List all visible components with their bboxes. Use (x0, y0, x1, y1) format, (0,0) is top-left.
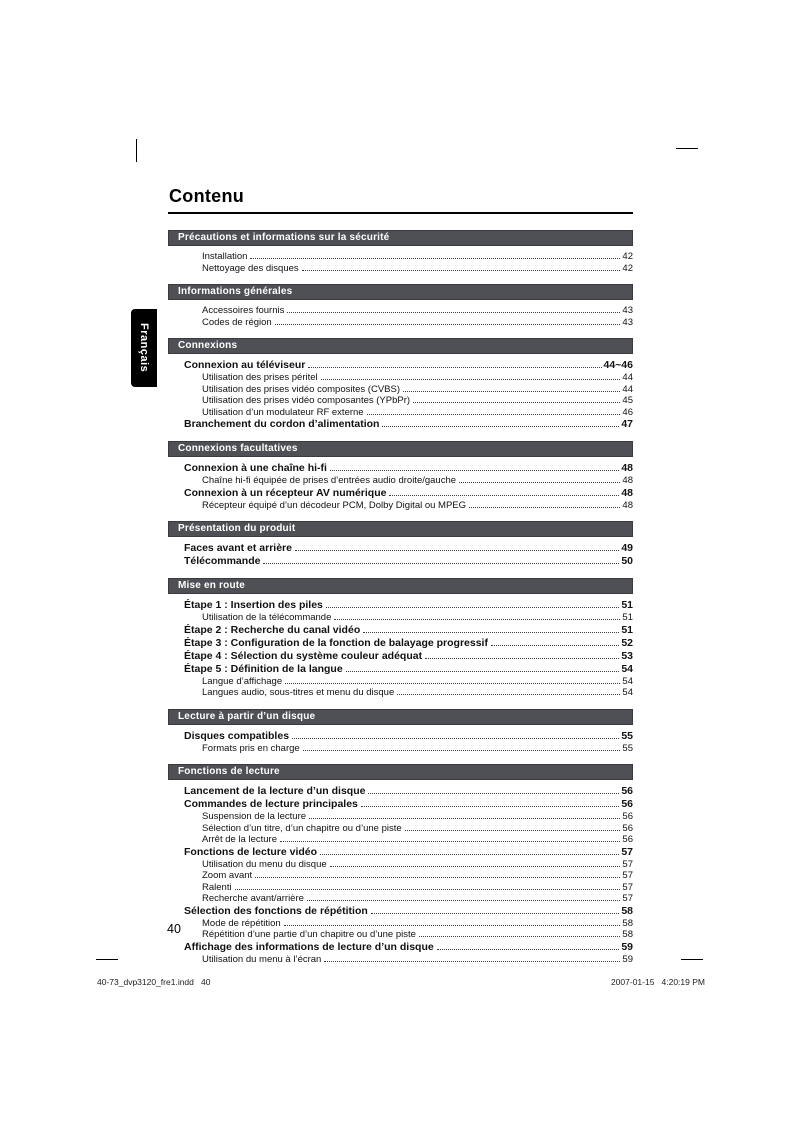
toc-entry-label: Connexion au téléviseur (184, 359, 306, 371)
toc-entry-page: 45 (622, 395, 633, 406)
toc-entry (168, 487, 633, 500)
dot-leader (405, 830, 621, 831)
toc-entry (168, 823, 633, 835)
dot-leader (275, 324, 621, 325)
crop-mark-top-left (136, 139, 137, 162)
dot-leader (367, 414, 621, 415)
toc-entry (168, 624, 633, 637)
dot-leader (250, 258, 620, 259)
toc-entry-label: Mode de répétition (202, 917, 281, 929)
toc-entry-label: Étape 4 : Sélection du système couleur adéquat (184, 649, 423, 662)
toc-entry-page: 56 (622, 822, 633, 834)
dot-leader (334, 619, 620, 620)
toc-entry (168, 663, 633, 676)
toc-entry-label: Langues audio, sous-titres et menu du disque (202, 687, 395, 698)
toc-entry-label: Recherche avant/arrière (202, 893, 304, 904)
toc-entry (168, 395, 633, 407)
dot-leader (382, 426, 619, 427)
section-header (168, 578, 633, 594)
toc-entry (168, 785, 633, 798)
toc-entry (168, 941, 633, 954)
dot-leader (469, 507, 620, 508)
toc-entry (168, 834, 633, 846)
dot-leader (292, 738, 619, 739)
dot-leader (307, 900, 621, 901)
dot-leader (397, 694, 620, 695)
toc-entry-page: 55 (622, 742, 633, 754)
toc-entry-page: 54 (622, 675, 633, 687)
toc-entry-page: 56 (621, 798, 633, 810)
toc-entry (168, 954, 633, 966)
toc-entry-label: Étape 3 : Configuration de la fonction de balayage progressif (184, 636, 488, 649)
toc-entry-label: Connexion à un récepteur AV numérique (184, 486, 387, 499)
dot-leader (280, 841, 620, 842)
section-header-label: Précautions et informations sur la sécurité (178, 232, 390, 243)
dot-leader (491, 645, 619, 646)
toc-entry (168, 251, 633, 263)
toc-entry-label: Utilisation d’un modulateur RF externe (202, 406, 364, 418)
toc-entry-page: 48 (622, 499, 633, 511)
toc-entry-page: 54 (621, 662, 633, 675)
toc-entry (168, 418, 633, 431)
page-title: Contenu (168, 186, 633, 214)
language-tab-label: Français (138, 323, 150, 373)
toc-entry-label: Sélection d’un titre, d’un chapitre ou d’une piste (202, 822, 402, 834)
toc-entry-page: 57 (622, 870, 633, 881)
toc-entry (168, 359, 633, 372)
section-header-label: Connexions (178, 340, 238, 351)
toc-entry-page: 49 (621, 542, 633, 554)
crop-mark-top-right (676, 148, 698, 149)
toc-entry-label: Chaîne hi-fi équipée de prises d’entrées audio droite/gauche (202, 475, 457, 486)
toc-entry (168, 650, 633, 663)
dot-leader (459, 482, 620, 483)
toc-entry (168, 929, 633, 941)
toc-entry (168, 905, 633, 918)
toc-entry (168, 846, 633, 859)
toc-entry (168, 555, 633, 568)
dot-leader (295, 550, 619, 551)
page-number: 40 (167, 922, 181, 936)
toc-entry (168, 500, 633, 512)
toc-entry-page: 53 (621, 649, 633, 662)
toc-entry-page: 54 (622, 687, 633, 698)
section-header-label: Informations générales (178, 286, 293, 297)
toc-entry-page: 44~46 (603, 359, 633, 371)
footer-timestamp: 2007-01-15 4:20:19 PM (610, 977, 705, 987)
toc-entry-label: Lancement de la lecture d’un disque (184, 785, 366, 797)
content-column (168, 186, 633, 965)
section-header-label: Fonctions de lecture (178, 766, 280, 777)
dot-leader (255, 877, 620, 878)
toc-entry-page: 51 (621, 623, 633, 636)
toc-entry-page: 44 (622, 372, 633, 383)
toc-entry (168, 317, 633, 329)
toc-entry (168, 870, 633, 882)
toc-entry-page: 58 (622, 929, 633, 940)
section-header (168, 441, 633, 457)
toc-entry-label: Ralenti (202, 881, 232, 893)
toc-entry-page: 57 (622, 881, 633, 893)
toc-entry (168, 743, 633, 755)
section-header (168, 709, 633, 725)
toc-entry-page: 42 (622, 251, 633, 262)
toc-entry-label: Nettoyage des disques (202, 262, 299, 274)
dot-leader (302, 270, 621, 271)
toc-entry-label: Langue d’affichage (202, 675, 283, 687)
toc-entry (168, 599, 633, 612)
toc-entry-page: 46 (622, 406, 633, 418)
dot-leader (389, 495, 619, 496)
toc-entry-label: Zoom avant (202, 870, 253, 881)
toc-entry-label: Branchement du cordon d’alimentation (184, 418, 380, 430)
toc-entry-page: 48 (622, 475, 633, 486)
toc-entry-label: Formats pris en charge (202, 742, 300, 754)
toc-entry-label: Suspension de la lecture (202, 811, 307, 822)
toc-entry-page: 56 (622, 834, 633, 845)
dot-leader (285, 683, 620, 684)
section-header (168, 338, 633, 354)
toc-entry (168, 305, 633, 317)
dot-leader (320, 854, 619, 855)
dot-leader (308, 367, 601, 368)
toc-entry-label: Faces avant et arrière (184, 542, 292, 554)
toc-entry-page: 58 (622, 917, 633, 929)
dot-leader (368, 793, 619, 794)
toc-entry-label: Utilisation des prises vidéo composantes (YPbPr) (202, 395, 411, 406)
toc-entry-label: Télécommande (184, 555, 261, 567)
toc-entry (168, 882, 633, 894)
toc-entry-page: 56 (622, 811, 633, 822)
toc-entry (168, 918, 633, 930)
toc-entry-page: 43 (622, 316, 633, 328)
toc-entry-label: Récepteur équipé d’un décodeur PCM, Dolby Digital ou MPEG (202, 499, 467, 511)
dot-leader (346, 671, 620, 672)
toc (168, 230, 633, 965)
toc-entry-page: 57 (622, 893, 633, 904)
toc-entry (168, 407, 633, 419)
toc-entry-label: Utilisation des prises vidéo composites (CVBS) (202, 383, 400, 395)
toc-entry-page: 52 (621, 636, 633, 649)
dot-leader (235, 889, 621, 890)
toc-entry (168, 612, 633, 624)
dot-leader (303, 750, 621, 751)
dot-leader (425, 658, 619, 659)
dot-leader (330, 470, 619, 471)
toc-entry (168, 730, 633, 743)
toc-entry-label: Utilisation des prises péritel (202, 372, 318, 383)
footer-file-slug: 40-73_dvp3120_fre1.indd 40 (97, 977, 211, 987)
dot-leader (361, 806, 619, 807)
toc-entry (168, 542, 633, 555)
section-header-label: Lecture à partir d’un disque (178, 710, 316, 722)
toc-entry-label: Connexion à une chaîne hi-fi (184, 462, 327, 474)
toc-entry (168, 687, 633, 699)
toc-entry-label: Étape 5 : Définition de la langue (184, 662, 343, 675)
toc-entry-page: 58 (621, 904, 633, 917)
toc-entry (168, 637, 633, 650)
dot-leader (437, 949, 620, 950)
toc-entry (168, 263, 633, 275)
toc-entry-label: Codes de région (202, 316, 272, 328)
toc-entry-page: 44 (622, 383, 633, 395)
toc-entry-label: Étape 1 : Insertion des piles (184, 599, 323, 611)
toc-entry-label: Utilisation de la télécommande (202, 612, 332, 623)
toc-entry-page: 57 (622, 858, 633, 870)
toc-entry-page: 51 (622, 612, 633, 623)
toc-entry-label: Sélection des fonctions de répétition (184, 904, 368, 917)
crop-mark-bottom-left (96, 959, 118, 960)
dot-leader (371, 913, 620, 914)
toc-entry-label: Disques compatibles (184, 729, 290, 742)
toc-entry (168, 811, 633, 823)
toc-entry-page: 57 (621, 845, 633, 858)
toc-entry-page: 55 (621, 729, 633, 742)
toc-entry-page: 51 (621, 599, 633, 611)
toc-entry-label: Utilisation du menu à l’écran (202, 953, 322, 965)
dot-leader (324, 961, 620, 962)
toc-entry (168, 798, 633, 811)
dot-leader (413, 402, 620, 403)
dot-leader (419, 936, 621, 937)
toc-entry-page: 48 (621, 462, 633, 474)
section-header-label: Mise en route (178, 580, 246, 591)
toc-entry-label: Installation (202, 251, 248, 262)
dot-leader (403, 391, 620, 392)
toc-entry-page: 48 (621, 486, 633, 499)
toc-entry-page: 50 (621, 555, 633, 567)
toc-entry-page: 56 (621, 785, 633, 797)
toc-entry (168, 462, 633, 475)
section-header-label: Présentation du produit (178, 523, 296, 534)
dot-leader (321, 379, 621, 380)
toc-entry (168, 893, 633, 905)
toc-entry (168, 384, 633, 396)
toc-entry-label: Affichage des informations de lecture d’un disque (184, 940, 434, 953)
toc-entry (168, 372, 633, 384)
dot-leader (284, 925, 621, 926)
section-header (168, 230, 633, 246)
toc-entry-label: Répétition d’une partie d’un chapitre ou d’une piste (202, 929, 416, 940)
toc-entry-label: Étape 2 : Recherche du canal vidéo (184, 623, 361, 636)
toc-entry (168, 859, 633, 871)
toc-entry-page: 43 (622, 305, 633, 316)
section-header (168, 764, 633, 780)
toc-entry-page: 47 (621, 418, 633, 430)
dot-leader (326, 607, 619, 608)
toc-entry-label: Commandes de lecture principales (184, 798, 358, 810)
section-header (168, 284, 633, 300)
toc-entry-page: 42 (622, 262, 633, 274)
dot-leader (263, 563, 619, 564)
toc-entry-page: 59 (622, 953, 633, 965)
toc-entry-label: Fonctions de lecture vidéo (184, 845, 318, 858)
toc-entry (168, 475, 633, 487)
toc-entry-label: Arrêt de la lecture (202, 834, 277, 845)
toc-entry-label: Utilisation du menu du disque (202, 858, 327, 870)
section-header (168, 521, 633, 537)
dot-leader (309, 818, 620, 819)
crop-mark-bottom-right (681, 959, 703, 960)
section-header-label: Connexions facultatives (178, 443, 298, 454)
toc-entry-page: 59 (621, 940, 633, 953)
toc-entry (168, 676, 633, 688)
language-tab (131, 309, 157, 387)
toc-entry-label: Accessoires fournis (202, 305, 285, 316)
dot-leader (287, 312, 620, 313)
dot-leader (330, 866, 621, 867)
dot-leader (363, 632, 619, 633)
